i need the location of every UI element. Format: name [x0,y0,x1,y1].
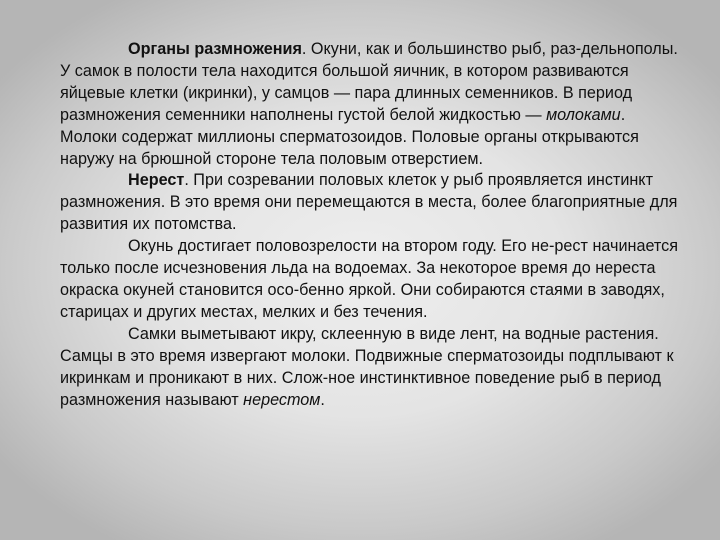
paragraph-text: . Молоки содержат миллионы сперматозоидов. Половые органы открываются наружу на брюшной стороне тела половым отверстием. [60,105,639,168]
paragraph-text: Окунь достигает половозрелости на втором году. Его не-рест начинается только после исчезновения льда на водоемах. За некоторое время до нереста окраска окуней становится осо-бенно яркой. Они собираются стаями в заводях, старицах и других местах, мелких и без течения. [60,237,678,321]
paragraph-spawning [60,170,680,236]
paragraph-text: . При созревании половых клеток у рыб проявляется инстинкт размножения. В это время они перемещаются в места, более благоприятные для развития их потомства. [60,171,678,234]
text-block [60,39,680,411]
term-milt: молоками [546,105,621,124]
term-reproductive-organs: Органы размножения [128,40,302,58]
paragraph-text: Самки выметывают икру, склеенную в виде лент, на водные растения. Самцы в это время извергают молоки. Подвижные сперматозоиды подплывают к икринкам и проникают в них. Слож-ное инстинктивное поведение рыб в период размножения называют [60,324,674,409]
paragraph-perch-maturity [60,236,680,324]
paragraph-spawning-behavior [60,324,680,412]
paragraph-reproductive-organs [60,39,680,170]
paragraph-text: . [320,390,325,409]
term-spawning: Нерест [128,171,185,190]
paragraph-text: . Окуни, как и большинство рыб, раз-дельнополы. У самок в полости тела находится большой яичник, в котором развиваются яйцевые клетки (икринки), у самцов — пара длинных семенников. В период размножения семенники наполнены густой белой жидкостью — [60,40,678,124]
term-spawning-italic: нерестом [243,390,321,409]
